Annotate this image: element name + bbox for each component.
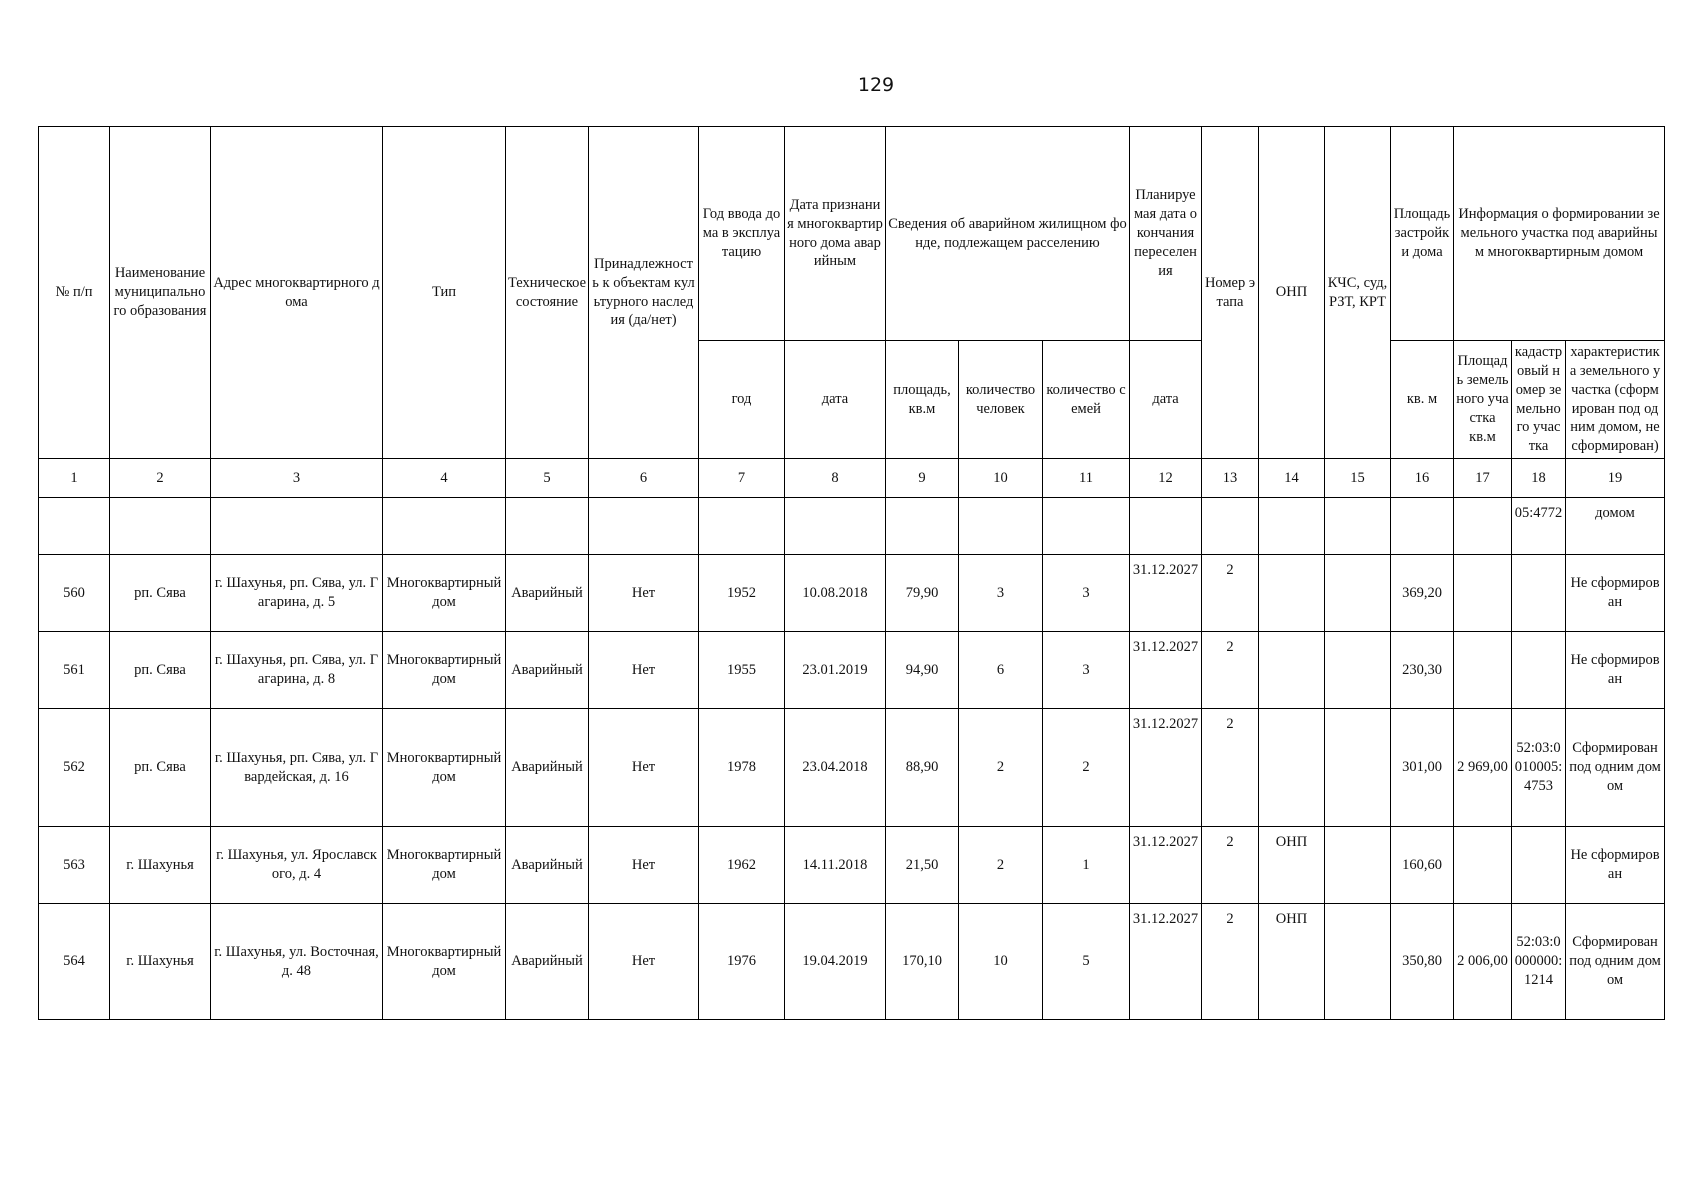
land-area — [1454, 555, 1512, 632]
land-area — [1454, 827, 1512, 904]
page-number: 129 — [857, 74, 895, 96]
housing-area: 79,90 — [886, 555, 959, 632]
housing-area: 170,10 — [886, 904, 959, 1020]
recognition-date: 14.11.2018 — [785, 827, 886, 904]
column-number: 3 — [211, 459, 383, 498]
cadastral-number: 52:03:0000000:1214 — [1512, 904, 1566, 1020]
house-type: Многоквартирный дом — [383, 709, 506, 827]
kchs — [1325, 709, 1391, 827]
technical-state: Аварийный — [506, 632, 589, 709]
header-year: Год ввода дома в эксплуатацию — [699, 127, 785, 341]
cont-cell — [785, 498, 886, 555]
commission-year: 1955 — [699, 632, 785, 709]
building-area: 230,30 — [1391, 632, 1454, 709]
row-number: 564 — [39, 904, 110, 1020]
address: г. Шахунья, рп. Сява, ул. Гагарина, д. 5 — [211, 555, 383, 632]
people-count: 3 — [959, 555, 1043, 632]
land-characteristic: Сформирован под одним домом — [1566, 709, 1665, 827]
planned-date: 31.12.2027 — [1130, 632, 1202, 709]
commission-year: 1952 — [699, 555, 785, 632]
cont-cell — [39, 498, 110, 555]
cont-cell — [1454, 498, 1512, 555]
header-housing-info: Сведения об аварийном жилищном фонде, подлежащем расселению — [886, 127, 1130, 341]
column-number: 14 — [1259, 459, 1325, 498]
header-technical-state: Техническое состояние — [506, 127, 589, 459]
onp: ОНП — [1259, 827, 1325, 904]
house-type: Многоквартирный дом — [383, 904, 506, 1020]
municipality: рп. Сява — [110, 555, 211, 632]
stage-number: 2 — [1202, 632, 1259, 709]
header-row — [39, 127, 1665, 341]
header-number: № п/п — [39, 127, 110, 459]
column-number: 4 — [383, 459, 506, 498]
cont-cell — [110, 498, 211, 555]
header-onp: ОНП — [1259, 127, 1325, 459]
column-number: 18 — [1512, 459, 1566, 498]
recognition-date: 23.01.2019 — [785, 632, 886, 709]
commission-year: 1962 — [699, 827, 785, 904]
house-type: Многоквартирный дом — [383, 827, 506, 904]
cont-cell — [959, 498, 1043, 555]
family-count: 2 — [1043, 709, 1130, 827]
cadastral-number: 52:03:0010005:4753 — [1512, 709, 1566, 827]
people-count: 6 — [959, 632, 1043, 709]
column-number: 9 — [886, 459, 959, 498]
table-row — [39, 709, 1665, 827]
header-kchs: КЧС, суд, РЗТ, КРТ — [1325, 127, 1391, 459]
cont-cell — [1202, 498, 1259, 555]
municipality: г. Шахунья — [110, 827, 211, 904]
cont-cell — [886, 498, 959, 555]
stage-number: 2 — [1202, 827, 1259, 904]
header-planned-date: Планируемая дата окончания переселения — [1130, 127, 1202, 341]
cadastral-number — [1512, 827, 1566, 904]
emergency-housing-table — [38, 126, 1665, 1020]
planned-date: 31.12.2027 — [1130, 709, 1202, 827]
sub-area: площадь, кв.м — [886, 341, 959, 459]
house-type: Многоквартирный дом — [383, 632, 506, 709]
land-characteristic: Не сформирован — [1566, 632, 1665, 709]
municipality: г. Шахунья — [110, 904, 211, 1020]
land-area-label: Площадь земельного участка — [1456, 353, 1509, 426]
address: г. Шахунья, ул. Восточная, д. 48 — [211, 904, 383, 1020]
family-count: 3 — [1043, 632, 1130, 709]
column-number: 16 — [1391, 459, 1454, 498]
column-number: 10 — [959, 459, 1043, 498]
land-area-unit: кв.м — [1469, 428, 1496, 445]
building-area: 301,00 — [1391, 709, 1454, 827]
land-characteristic: Не сформирован — [1566, 827, 1665, 904]
column-number: 15 — [1325, 459, 1391, 498]
cadastral-number — [1512, 555, 1566, 632]
cont-cell — [1325, 498, 1391, 555]
land-area — [1454, 632, 1512, 709]
technical-state: Аварийный — [506, 827, 589, 904]
column-number: 12 — [1130, 459, 1202, 498]
kchs — [1325, 827, 1391, 904]
cont-cell — [506, 498, 589, 555]
land-characteristic: Сформирован под одним домом — [1566, 904, 1665, 1020]
house-type: Многоквартирный дом — [383, 555, 506, 632]
commission-year: 1978 — [699, 709, 785, 827]
sub-people: количество человек — [959, 341, 1043, 459]
cont-cell — [211, 498, 383, 555]
column-number: 1 — [39, 459, 110, 498]
table-row — [39, 555, 1665, 632]
sub-year: год — [699, 341, 785, 459]
onp — [1259, 555, 1325, 632]
header-municipality: Наименование муниципального образования — [110, 127, 211, 459]
heritage: Нет — [589, 904, 699, 1020]
cont-cell — [1130, 498, 1202, 555]
column-number: 13 — [1202, 459, 1259, 498]
onp — [1259, 632, 1325, 709]
planned-date: 31.12.2027 — [1130, 904, 1202, 1020]
municipality: рп. Сява — [110, 632, 211, 709]
column-number: 7 — [699, 459, 785, 498]
table-row — [39, 632, 1665, 709]
table-row — [39, 904, 1665, 1020]
planned-date: 31.12.2027 — [1130, 555, 1202, 632]
onp: ОНП — [1259, 904, 1325, 1020]
cont-land-char: домом — [1566, 498, 1665, 555]
recognition-date: 10.08.2018 — [785, 555, 886, 632]
header-stage: Номер этапа — [1202, 127, 1259, 459]
sub-families: количество семей — [1043, 341, 1130, 459]
header-land-info: Информация о формировании земельного участка под аварийным многоквартирным домом — [1454, 127, 1665, 341]
row-number: 563 — [39, 827, 110, 904]
row-number: 561 — [39, 632, 110, 709]
header-building-area: Площадь застройки дома — [1391, 127, 1454, 341]
table-row — [39, 827, 1665, 904]
heritage: Нет — [589, 827, 699, 904]
building-area: 350,80 — [1391, 904, 1454, 1020]
sub-date: дата — [785, 341, 886, 459]
column-number: 5 — [506, 459, 589, 498]
technical-state: Аварийный — [506, 904, 589, 1020]
header-address: Адрес многоквартирного дома — [211, 127, 383, 459]
kchs — [1325, 632, 1391, 709]
column-number: 19 — [1566, 459, 1665, 498]
heritage: Нет — [589, 709, 699, 827]
continuation-row — [39, 498, 1665, 555]
sub-land-area — [1454, 341, 1512, 459]
kchs — [1325, 904, 1391, 1020]
people-count: 10 — [959, 904, 1043, 1020]
address: г. Шахунья, ул. Ярославского, д. 4 — [211, 827, 383, 904]
building-area: 160,60 — [1391, 827, 1454, 904]
kchs — [1325, 555, 1391, 632]
row-number: 562 — [39, 709, 110, 827]
technical-state: Аварийный — [506, 709, 589, 827]
cont-cell — [1259, 498, 1325, 555]
building-area: 369,20 — [1391, 555, 1454, 632]
municipality: рп. Сява — [110, 709, 211, 827]
recognition-date: 19.04.2019 — [785, 904, 886, 1020]
family-count: 5 — [1043, 904, 1130, 1020]
column-number: 17 — [1454, 459, 1512, 498]
column-number: 11 — [1043, 459, 1130, 498]
column-number: 2 — [110, 459, 211, 498]
column-number-row — [39, 459, 1665, 498]
cont-cell — [1391, 498, 1454, 555]
header-heritage: Принадлежность к объектам культурного наследия (да/нет) — [589, 127, 699, 459]
land-area: 2 969,00 — [1454, 709, 1512, 827]
address: г. Шахунья, рп. Сява, ул. Гагарина, д. 8 — [211, 632, 383, 709]
stage-number: 2 — [1202, 555, 1259, 632]
technical-state: Аварийный — [506, 555, 589, 632]
sub-land-char: характеристика земельного участка (сформирован под одним домом, не сформирован) — [1566, 341, 1665, 459]
heritage: Нет — [589, 555, 699, 632]
heritage: Нет — [589, 632, 699, 709]
cont-cadastral: 05:4772 — [1512, 498, 1566, 555]
stage-number: 2 — [1202, 709, 1259, 827]
housing-area: 21,50 — [886, 827, 959, 904]
family-count: 1 — [1043, 827, 1130, 904]
sub-plan-date: дата — [1130, 341, 1202, 459]
recognition-date: 23.04.2018 — [785, 709, 886, 827]
cadastral-number — [1512, 632, 1566, 709]
header-type: Тип — [383, 127, 506, 459]
people-count: 2 — [959, 827, 1043, 904]
housing-area: 94,90 — [886, 632, 959, 709]
people-count: 2 — [959, 709, 1043, 827]
planned-date: 31.12.2027 — [1130, 827, 1202, 904]
onp — [1259, 709, 1325, 827]
column-number: 8 — [785, 459, 886, 498]
header-recognition-date: Дата признания многоквартирного дома аварийным — [785, 127, 886, 341]
housing-area: 88,90 — [886, 709, 959, 827]
column-number: 6 — [589, 459, 699, 498]
land-characteristic: Не сформирован — [1566, 555, 1665, 632]
cont-cell — [383, 498, 506, 555]
cont-cell — [699, 498, 785, 555]
sub-building-area: кв. м — [1391, 341, 1454, 459]
cont-cell — [1043, 498, 1130, 555]
stage-number: 2 — [1202, 904, 1259, 1020]
family-count: 3 — [1043, 555, 1130, 632]
cont-cell — [589, 498, 699, 555]
commission-year: 1976 — [699, 904, 785, 1020]
row-number: 560 — [39, 555, 110, 632]
address: г. Шахунья, рп. Сява, ул. Гвардейская, д. 16 — [211, 709, 383, 827]
sub-cadastral: кадастровый номер земельного участка — [1512, 341, 1566, 459]
land-area: 2 006,00 — [1454, 904, 1512, 1020]
